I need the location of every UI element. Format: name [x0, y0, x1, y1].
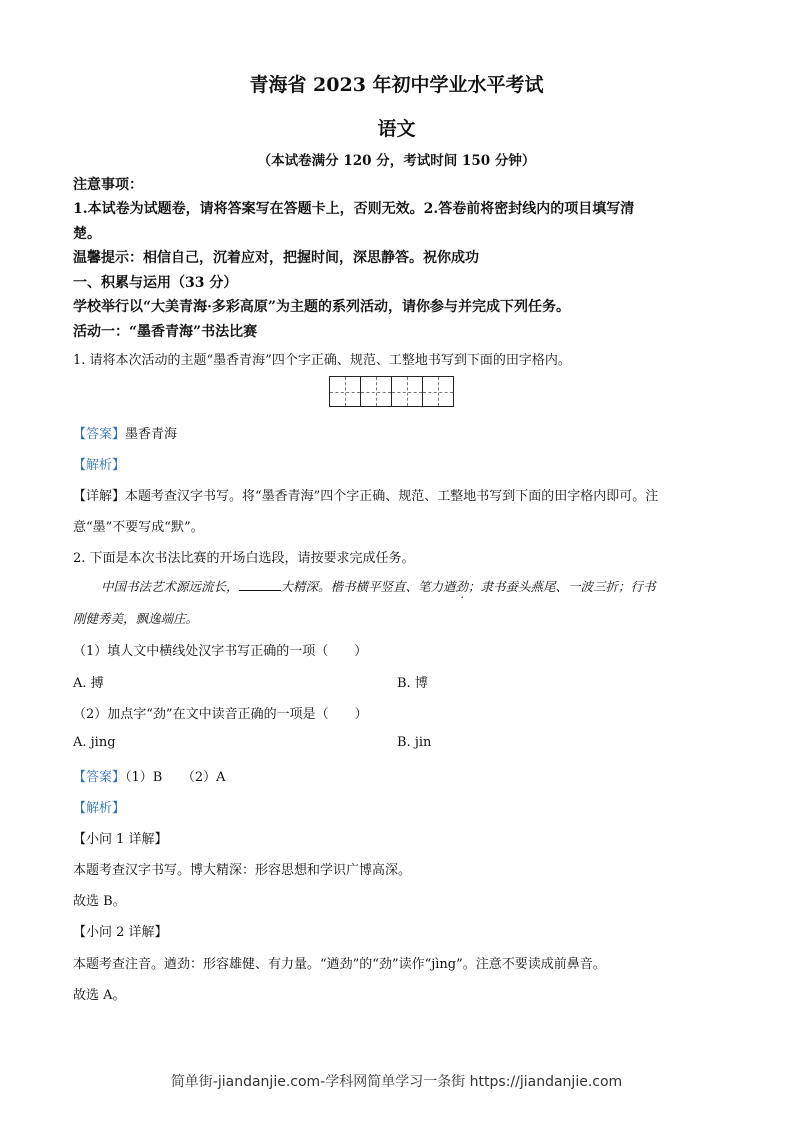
q2-passage-line-2: 刚健秀美，飘逸端庄。	[73, 611, 199, 626]
answer-text: 墨香青海	[125, 427, 178, 442]
notice-line-1: 1.本试卷为试题卷，请将答案写在答题卡上，否则无效。2.答卷前将密封线内的项目填写清	[73, 201, 635, 217]
q2-prompt: 2. 下面是本次书法比赛的开场白选段，请按要求完成任务。	[73, 551, 415, 566]
footer-watermark: 简单街-jiandanjie.com-学科网简单学习一条街 https://jiandanjie.com	[170, 1074, 623, 1090]
tianzi-cell	[422, 376, 454, 407]
notice-line-2: 楚。	[73, 226, 101, 242]
passage-part-2: 大精深。楷书横平竖直、笔力遒	[280, 579, 456, 594]
tianzi-cell	[391, 376, 423, 407]
page-title: 青海省 2023 年初中学业水平考试	[249, 74, 544, 96]
q1-answer	[73, 423, 177, 442]
notice-heading: 注意事项：	[73, 177, 143, 193]
q2-answer	[73, 766, 226, 785]
q2-sub1-option-b: B. 博	[397, 676, 428, 691]
q2-sub2-detail-head: 【小问 2 详解】	[73, 925, 168, 940]
answer-tag: 【答案】	[73, 770, 126, 785]
q2-sub2-detail: 本题考查注音。遒劲：形容雄健、有力量。“遒劲”的“劲”读作“jìng”。注意不要读成前鼻音。	[73, 957, 606, 972]
answer-text: （1）B （2）A	[125, 770, 226, 785]
section-intro: 学校举行以“大美青海·多彩高原”为主题的系列活动，请你参与并完成下列任务。	[73, 299, 570, 315]
tianzi-grid	[329, 376, 453, 407]
q2-sub2-option-b: B. jin	[397, 735, 432, 750]
q2-analysis-tag: 【解析】	[73, 801, 126, 816]
q2-sub2-choice: 故选 A。	[73, 988, 126, 1003]
q1-detail-line-2: 意“墨”不要写成“默”。	[73, 520, 204, 535]
answer-tag: 【答案】	[73, 427, 126, 442]
q2-sub1-detail: 本题考查汉字书写。博大精深：形容思想和学识广博高深。	[73, 863, 412, 878]
passage-part-3: ；隶书蚕头燕尾、一波三折；行书	[468, 579, 656, 594]
activity-heading: 活动一：“墨香青海”书法比赛	[73, 324, 258, 340]
q2-passage-line-1	[101, 577, 656, 595]
score-note: （本试卷满分 120 分，考试时间 150 分钟）	[257, 153, 536, 169]
subject-title: 语文	[377, 118, 416, 140]
passage-blank	[239, 578, 281, 591]
section-heading: 一、积累与运用（33 分）	[73, 275, 238, 291]
tianzi-cell	[329, 376, 361, 407]
tianzi-cell	[360, 376, 392, 407]
q1-detail-line-1: 【详解】本题考查汉字书写。将“墨香青海”四个字正确、规范、工整地书写到下面的田字格内即可。注	[73, 489, 659, 504]
q2-sub2-prompt: （2）加点字“劲”在文中读音正确的一项是（ ）	[73, 707, 368, 722]
q1-analysis-tag: 【解析】	[73, 458, 126, 473]
q2-sub2-option-a: A. jing	[73, 735, 116, 750]
dotted-char: 劲	[455, 579, 469, 594]
passage-part-1: 中国书法艺术源远流长，	[101, 579, 239, 594]
q2-sub1-prompt: （1）填人文中横线处汉字书写正确的一项（ ）	[73, 644, 368, 659]
q1-prompt: 1. 请将本次活动的主题“墨香青海”四个字正确、规范、工整地书写到下面的田字格内。	[73, 353, 571, 368]
q2-sub1-detail-head: 【小问 1 详解】	[73, 832, 168, 847]
notice-tip: 温馨提示：相信自己，沉着应对，把握时间，深思静答。祝你成功	[73, 250, 479, 266]
q2-sub1-option-a: A. 搏	[73, 676, 104, 691]
q2-sub1-choice: 故选 B。	[73, 894, 126, 909]
